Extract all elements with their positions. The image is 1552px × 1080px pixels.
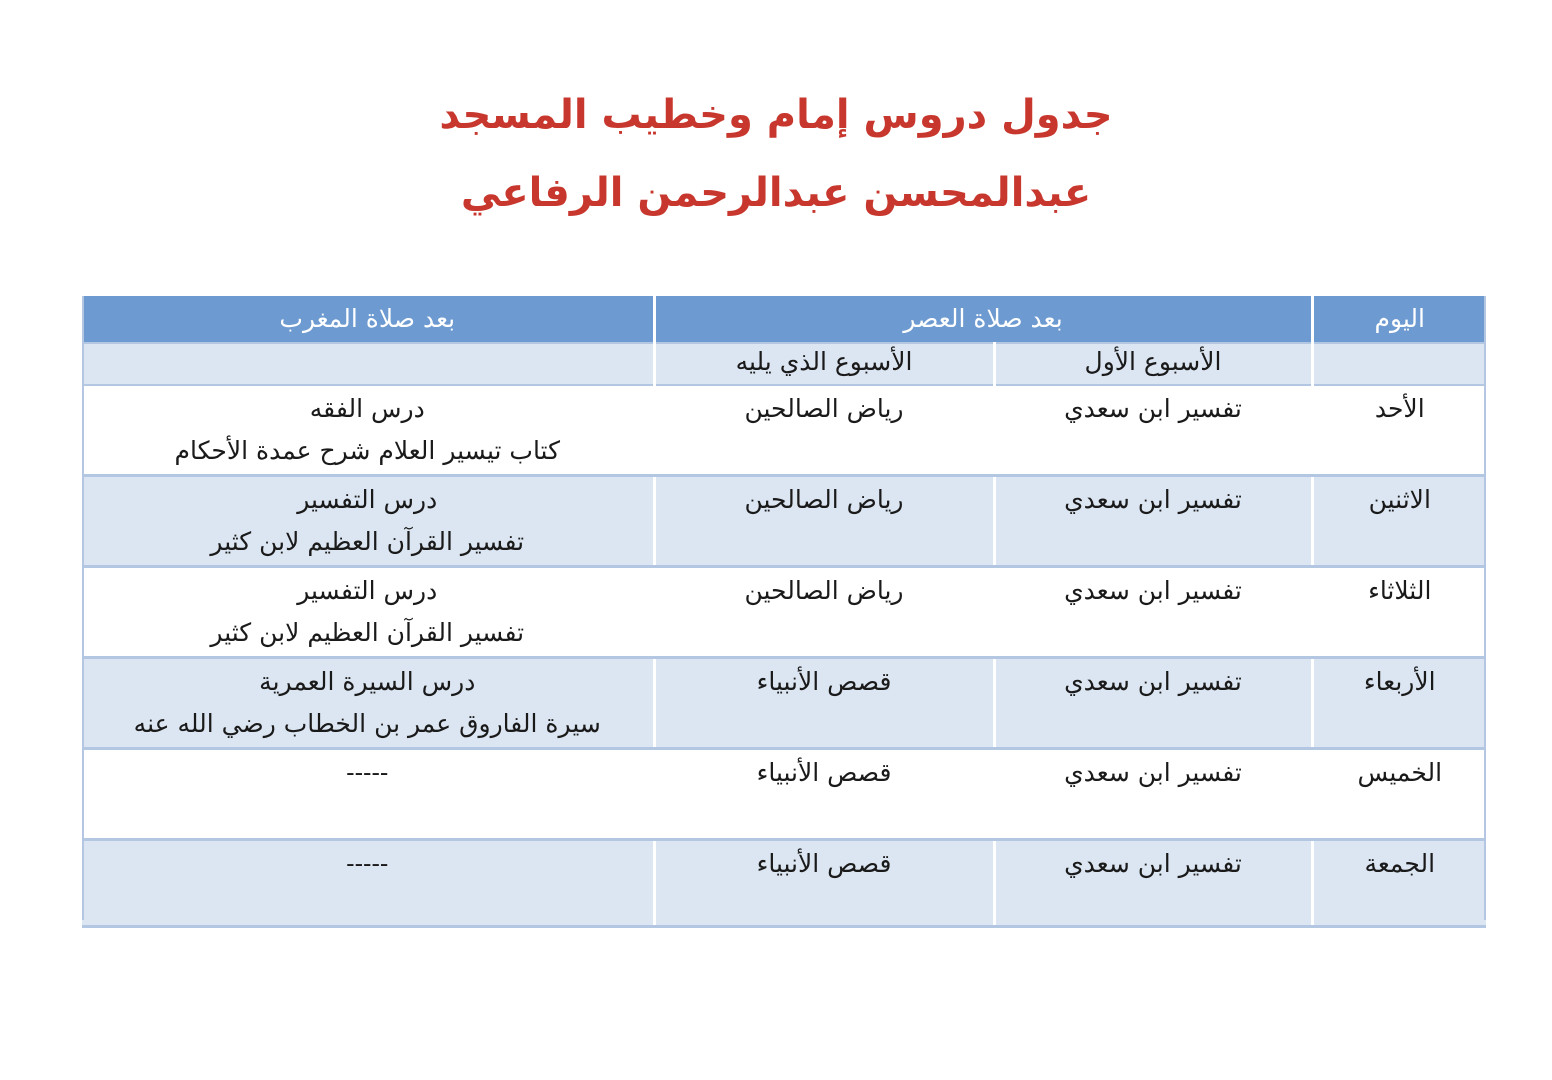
maghrib-cell [82,749,654,840]
table-row [82,749,1486,840]
header-asr: بعد صلاة العصر [654,296,1312,343]
week1-cell: تفسير ابن سعدي [994,567,1312,658]
header-day: اليوم [1312,296,1486,343]
maghrib-book: سيرة الفاروق عمر بن الخطاب رضي الله عنه [133,709,601,738]
page-title: جدول دروس إمام وخطيب المسجد [439,92,1113,138]
maghrib-book: كتاب تيسير العلام شرح عمدة الأحكام [174,436,561,465]
day-cell: الثلاثاء [1312,567,1486,658]
maghrib-cell [82,567,654,658]
maghrib-lesson: درس التفسير [297,576,438,605]
week1-cell: تفسير ابن سعدي [994,658,1312,749]
week2-cell: قصص الأنبياء [654,840,994,927]
table-row [82,840,1486,927]
subheader-day-empty [1312,343,1486,385]
maghrib-lesson: درس التفسير [297,485,438,514]
table-frame-right [1484,296,1486,920]
maghrib-book: تفسير القرآن العظيم لابن كثير [210,527,525,556]
maghrib-lesson: درس الفقه [309,394,425,423]
maghrib-lesson: ----- [346,758,389,787]
day-cell: الخميس [1312,749,1486,840]
week1-cell: تفسير ابن سعدي [994,749,1312,840]
maghrib-book: تفسير القرآن العظيم لابن كثير [210,618,525,647]
header-maghrib: بعد صلاة المغرب [82,296,654,343]
table-header-row [82,296,1486,343]
day-cell: الأربعاء [1312,658,1486,749]
table-row [82,567,1486,658]
table-frame-left [82,296,84,920]
week2-cell: قصص الأنبياء [654,749,994,840]
maghrib-cell [82,840,654,927]
maghrib-lesson: درس السيرة العمرية [259,667,476,696]
lessons-schedule-table [82,296,1486,928]
day-cell: الجمعة [1312,840,1486,927]
maghrib-cell [82,385,654,476]
week2-cell: قصص الأنبياء [654,658,994,749]
subheader-week1: الأسبوع الأول [994,343,1312,385]
week2-cell: رياض الصالحين [654,476,994,567]
table-row [82,385,1486,476]
table-row [82,476,1486,567]
week2-cell: رياض الصالحين [654,567,994,658]
day-cell: الاثنين [1312,476,1486,567]
maghrib-cell [82,476,654,567]
maghrib-cell [82,658,654,749]
week1-cell: تفسير ابن سعدي [994,476,1312,567]
maghrib-lesson: ----- [346,849,389,878]
table-row [82,658,1486,749]
table-subheader-row [82,343,1486,385]
subheader-week2: الأسبوع الذي يليه [654,343,994,385]
week2-cell: رياض الصالحين [654,385,994,476]
page-subtitle: عبدالمحسن عبدالرحمن الرفاعي [460,170,1092,216]
subheader-maghrib-empty [82,343,654,385]
week1-cell: تفسير ابن سعدي [994,385,1312,476]
day-cell: الأحد [1312,385,1486,476]
week1-cell: تفسير ابن سعدي [994,840,1312,927]
